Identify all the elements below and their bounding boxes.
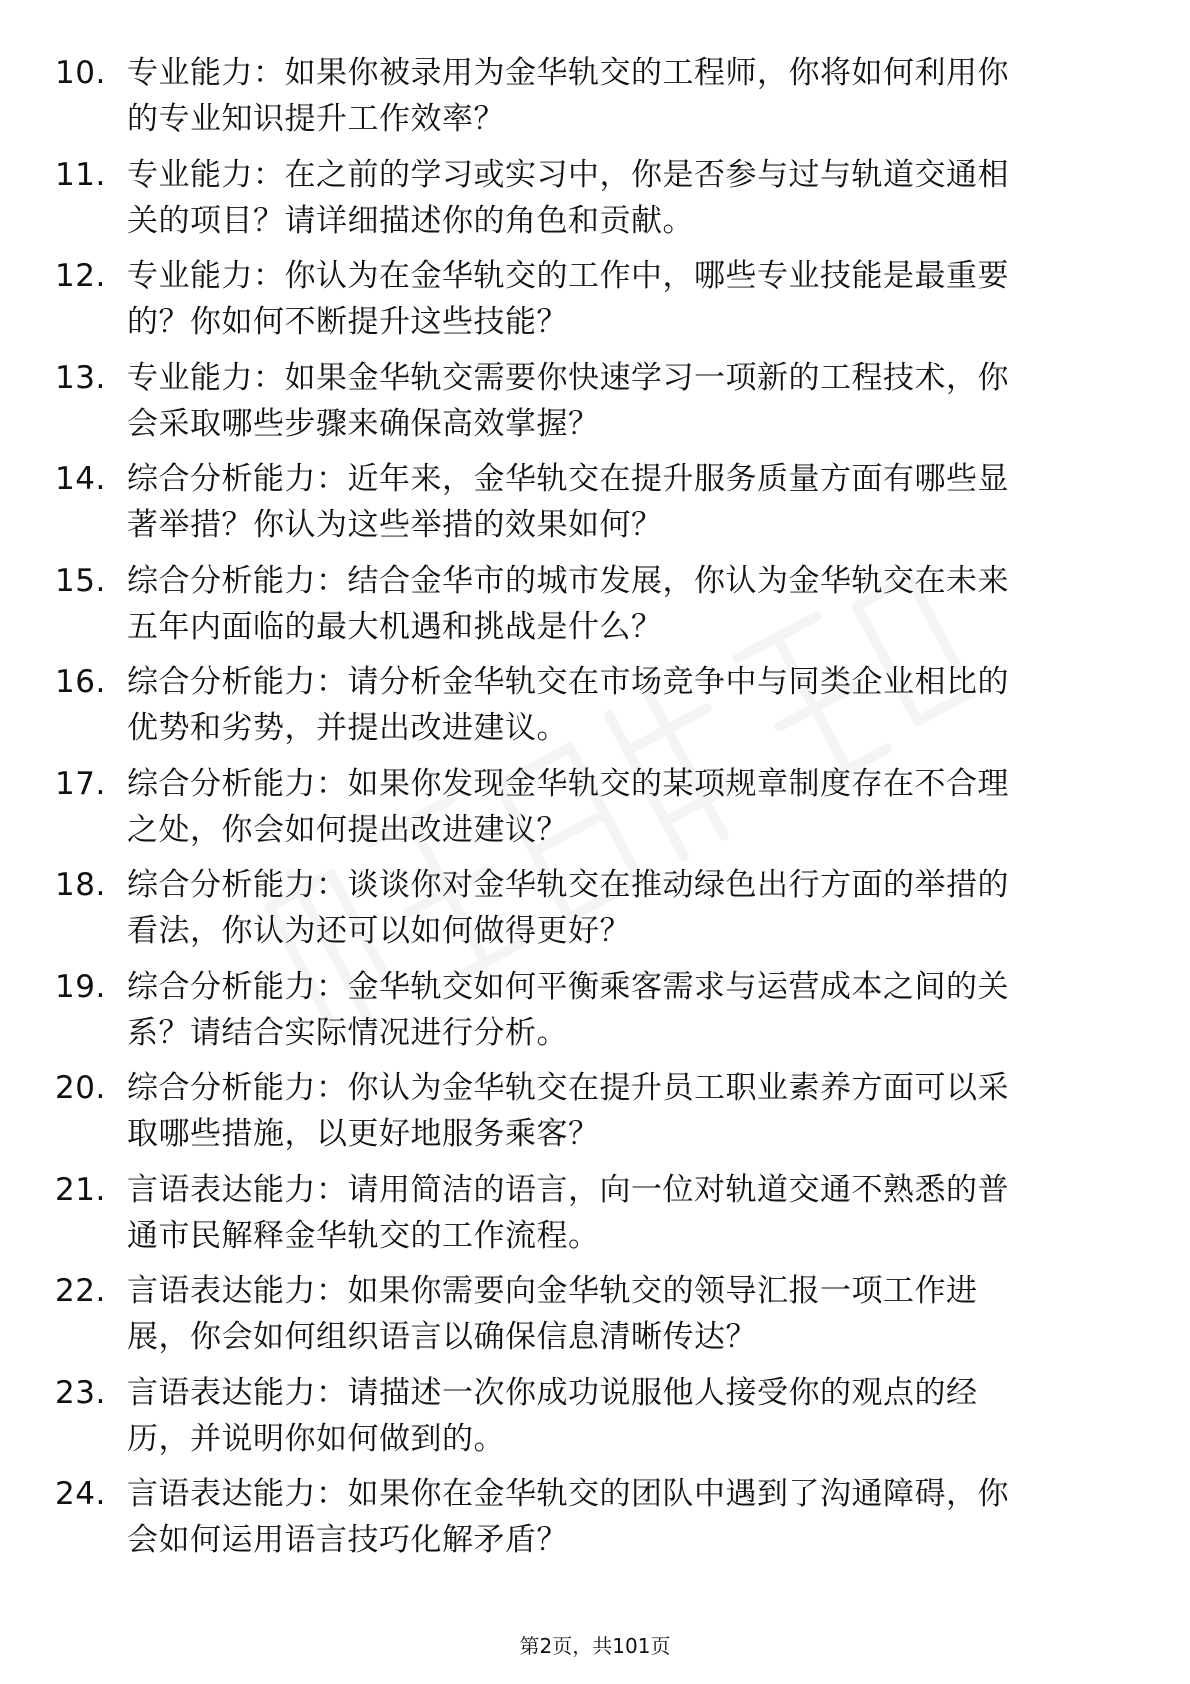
question-text-line: 会如何运用语言技巧化解矛盾？ (127, 1522, 568, 1558)
question-text-line: 综合分析能力：谈谈你对金华轨交在推动绿色出行方面的举措的 (127, 867, 1009, 903)
question-text-line: 通市民解释金华轨交的工作流程。 (127, 1217, 600, 1254)
question-text-line: 言语表达能力：请描述一次你成功说服他人接受你的观点的经 (127, 1374, 978, 1411)
page-indicator: 第2页，共101页 (519, 1634, 671, 1658)
question-text-line: 的？你如何不断提升这些技能？ (127, 304, 568, 340)
page-footer (0, 1632, 1190, 1660)
question-text-line: 看法，你认为还可以如何做得更好？ (127, 913, 631, 949)
question-text-line: 综合分析能力：金华轨交如何平衡乘客需求与运营成本之间的关 (127, 968, 1009, 1005)
question-text (127, 1471, 1167, 1563)
question-text (127, 355, 1167, 447)
question-item (55, 659, 1135, 761)
question-number: 24. (55, 1476, 106, 1512)
question-number: 14. (55, 461, 106, 497)
question-text (127, 1268, 1167, 1360)
question-number: 19. (55, 968, 106, 1005)
question-text-line: 取哪些措施，以更好地服务乘客？ (127, 1116, 600, 1152)
question-text-line: 专业能力：你认为在金华轨交的工作中，哪些专业技能是最重要 (127, 258, 1009, 294)
question-item (55, 862, 1135, 964)
question-text-line: 历，并说明你如何做到的。 (127, 1420, 505, 1457)
question-text-line: 专业能力：如果你被录用为金华轨交的工程师，你将如何利用你 (127, 55, 1009, 91)
question-text (127, 659, 1167, 751)
question-number: 23. (55, 1374, 106, 1411)
question-item (55, 152, 1135, 254)
question-item (55, 1167, 1135, 1269)
question-number: 11. (55, 156, 106, 193)
question-text (127, 558, 1167, 650)
question-text (127, 456, 1167, 548)
question-text (127, 964, 1167, 1056)
question-number: 20. (55, 1070, 106, 1106)
question-text (127, 1065, 1167, 1157)
question-number: 10. (55, 55, 106, 91)
question-text-line: 系？请结合实际情况进行分析。 (127, 1014, 568, 1051)
question-text-line: 的专业知识提升工作效率？ (127, 101, 505, 137)
question-text (127, 152, 1167, 244)
question-text-line: 综合分析能力：请分析金华轨交在市场竞争中与同类企业相比的 (127, 664, 1009, 700)
question-text-line: 关的项目？请详细描述你的角色和贡献。 (127, 202, 694, 239)
question-text-line: 综合分析能力：你认为金华轨交在提升员工职业素养方面可以采 (127, 1070, 1009, 1106)
question-text-line: 专业能力：如果金华轨交需要你快速学习一项新的工程技术，你 (127, 359, 1009, 396)
question-item (55, 253, 1135, 355)
question-item (55, 1370, 1135, 1472)
question-text-line: 综合分析能力：近年来，金华轨交在提升服务质量方面有哪些显 (127, 461, 1009, 497)
question-item (55, 1268, 1135, 1370)
question-text (127, 1167, 1167, 1259)
question-item (55, 355, 1135, 457)
question-number: 13. (55, 359, 106, 396)
question-number: 15. (55, 562, 106, 599)
question-item (55, 50, 1135, 152)
question-text-line: 著举措？你认为这些举措的效果如何？ (127, 507, 663, 543)
question-text-line: 言语表达能力：如果你需要向金华轨交的领导汇报一项工作进 (127, 1273, 978, 1309)
question-text-line: 会采取哪些步骤来确保高效掌握？ (127, 405, 600, 442)
question-text-line: 言语表达能力：请用简洁的语言，向一位对轨道交通不熟悉的普 (127, 1171, 1009, 1208)
question-text (127, 862, 1167, 954)
question-item (55, 1471, 1135, 1573)
question-text-line: 言语表达能力：如果你在金华轨交的团队中遇到了沟通障碍，你 (127, 1476, 1009, 1512)
question-number: 12. (55, 258, 106, 294)
question-item (55, 558, 1135, 660)
question-text (127, 761, 1167, 853)
question-text-line: 综合分析能力：如果你发现金华轨交的某项规章制度存在不合理 (127, 765, 1009, 802)
question-item (55, 761, 1135, 863)
question-text-line: 综合分析能力：结合金华市的城市发展，你认为金华轨交在未来 (127, 562, 1009, 599)
question-item (55, 456, 1135, 558)
question-list (55, 50, 1135, 1573)
question-text (127, 50, 1167, 142)
question-text-line: 优势和劣势，并提出改进建议。 (127, 710, 568, 746)
question-number: 16. (55, 664, 106, 700)
question-text (127, 1370, 1167, 1462)
question-number: 17. (55, 765, 106, 802)
question-text-line: 之处，你会如何提出改进建议？ (127, 811, 568, 848)
question-number: 18. (55, 867, 106, 903)
question-number: 21. (55, 1171, 106, 1208)
question-item (55, 964, 1135, 1066)
question-text-line: 专业能力：在之前的学习或实习中，你是否参与过与轨道交通相 (127, 156, 1009, 193)
question-text-line: 展，你会如何组织语言以确保信息清晰传达？ (127, 1319, 757, 1355)
question-number: 22. (55, 1273, 106, 1309)
question-text (127, 253, 1167, 345)
question-text-line: 五年内面临的最大机遇和挑战是什么？ (127, 608, 663, 645)
question-item (55, 1065, 1135, 1167)
